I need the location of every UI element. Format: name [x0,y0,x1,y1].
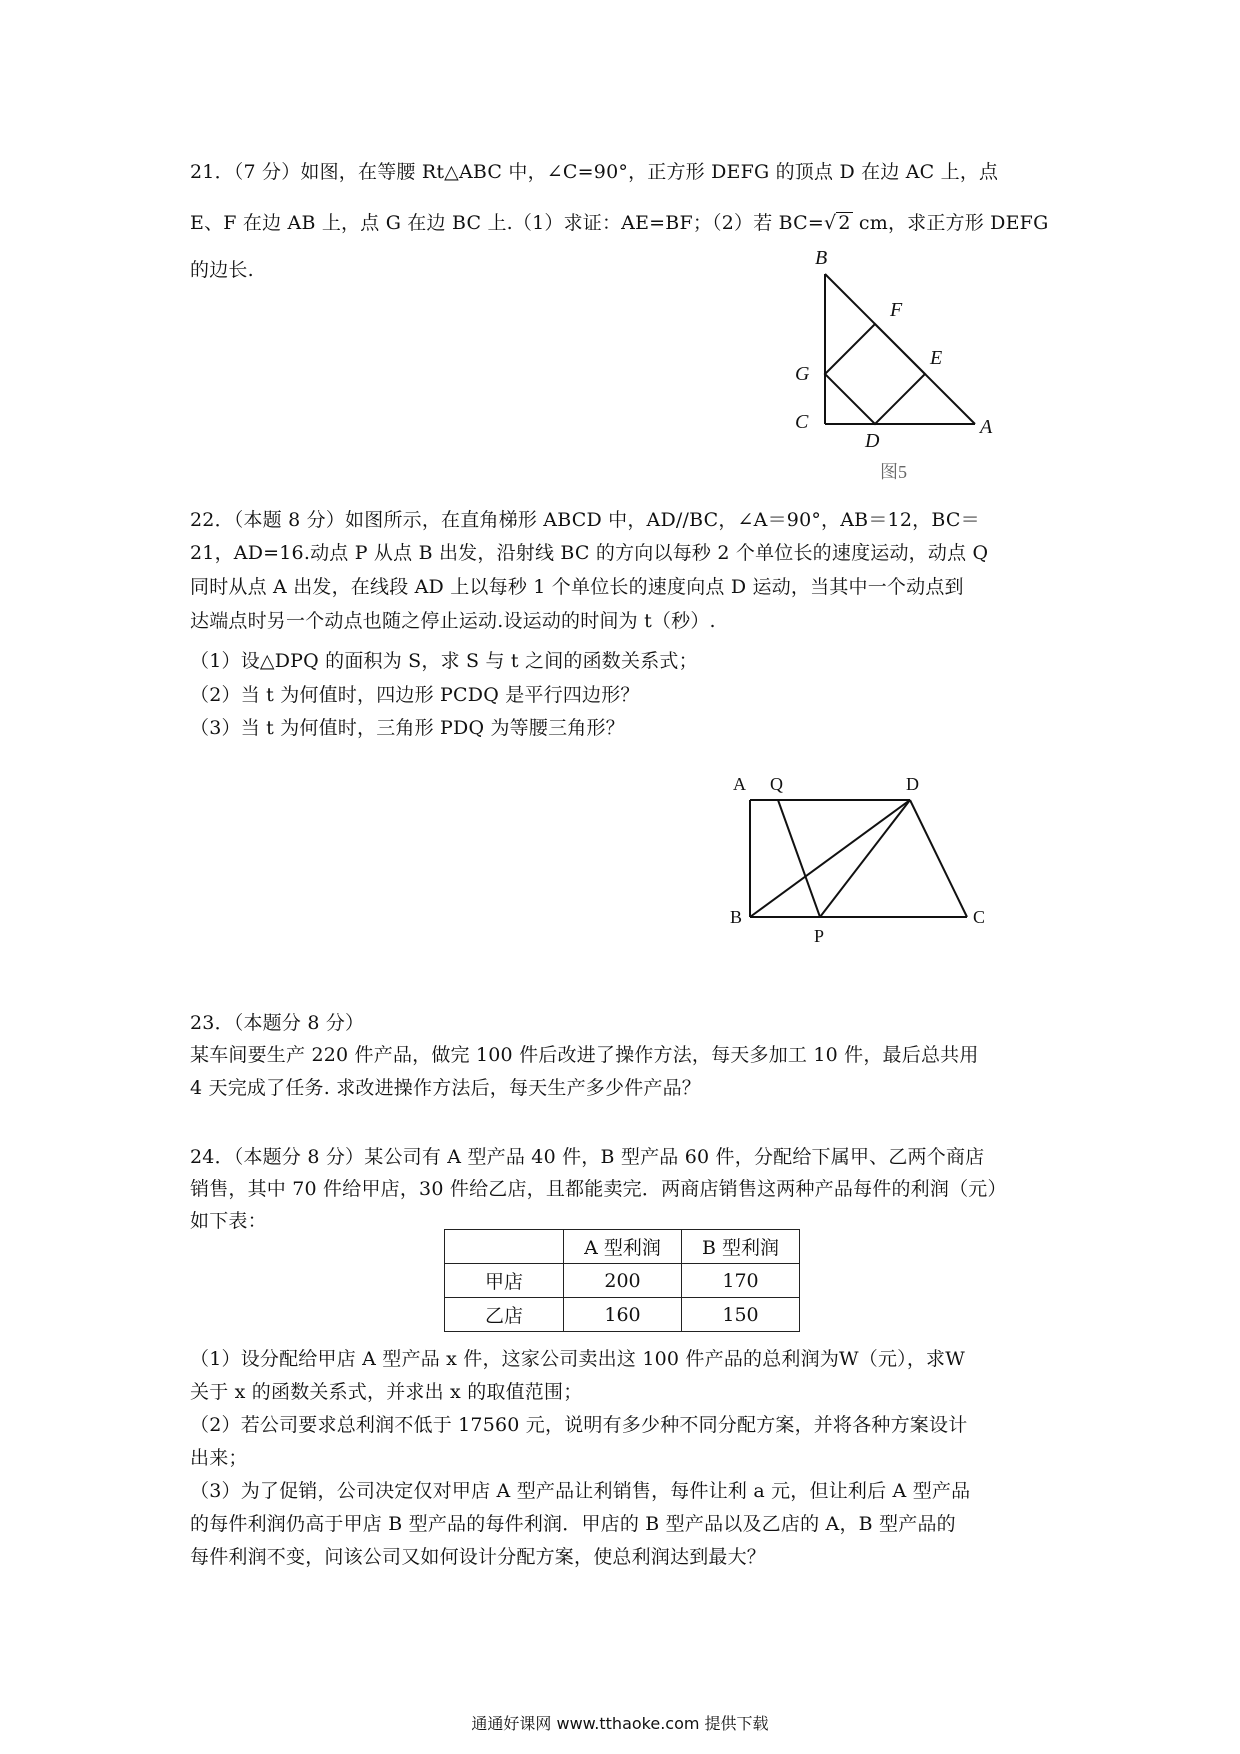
q24-part-2a: （2）若公司要求总利润不低于 17560 元，说明有多少种不同分配方案，并将各种方案设计 [190,1414,968,1436]
q23-line-3: 4 天完成了任务. 求改进操作方法后，每天生产多少件产品？ [190,1077,702,1099]
square-defg [825,324,925,424]
segment-pd [820,800,910,917]
figure-5-svg [780,240,1020,490]
label-d: D [865,430,880,452]
sqrt-radicand: 2 [838,212,851,234]
table-cell: 200 [564,1264,682,1298]
label-c: C [973,907,986,927]
table-cell: 160 [564,1298,682,1332]
q22-line-1: 22．（本题 8 分）如图所示，在直角梯形 ABCD 中，AD//BC，∠A＝90°，AB＝12，BC＝ [190,509,980,531]
segment-bd [750,800,910,917]
table-cell: 150 [682,1298,800,1332]
q22-sub-3: （3）当 t 为何值时，三角形 PDQ 为等腰三角形？ [190,717,625,739]
label-b: B [730,907,743,927]
figure-5 [780,240,1020,494]
table-header-cell: B 型利润 [682,1230,800,1264]
q24-part-3c: 每件利润不变，问该公司又如何设计分配方案，使总利润达到最大？ [190,1546,767,1568]
q22-line-3: 同时从点 A 出发，在线段 AD 上以每秒 1 个单位长的速度向点 D 运动，当其中一个动点到 [190,576,964,598]
figure-caption: 图5 [880,462,907,482]
q24-part-2b: 出来； [190,1447,248,1469]
q21-line-3: 的边长. [190,259,254,281]
q24-line-2: 销售，其中 70 件给甲店，30 件给乙店，且都能卖完．两商店销售这两种产品每件的利润（元） [190,1178,1007,1200]
label-a: A [733,774,746,794]
label-a: A [980,416,993,438]
trapezoid-figure [720,760,1000,954]
trapezoid-svg [720,760,1000,950]
q23-line-2: 某车间要生产 220 件产品，做完 100 件后改进了操作方法，每天多加工 10 件，最后总共用 [190,1044,979,1066]
q22-line-2: 21，AD=16.动点 P 从点 B 出发，沿射线 BC 的方向以每秒 2 个单位长的速度运动，动点 Q [190,542,989,564]
table-header-cell: A 型利润 [564,1230,682,1264]
table-header-row [445,1230,800,1264]
q24-line-3: 如下表： [190,1210,267,1232]
table-row [445,1298,800,1332]
table-header-cell [445,1230,564,1264]
q24-part-3b: 的每件利润仍高于甲店 B 型产品的每件利润．甲店的 B 型产品以及乙店的 A，B 型产品的 [190,1513,956,1535]
sqrt-sign: √ [824,212,837,234]
segment-dc [910,800,967,917]
table-row [445,1264,800,1298]
q22-sub-2: （2）当 t 为何值时，四边形 PCDQ 是平行四边形？ [190,684,640,706]
label-d: D [906,774,919,794]
label-e: E [930,347,943,369]
q21-line-2 [190,208,1060,235]
table-cell: 甲店 [445,1264,564,1298]
q24-part-1b: 关于 x 的函数关系式，并求出 x 的取值范围； [190,1381,583,1403]
table-cell: 170 [682,1264,800,1298]
q24-part-1a: （1）设分配给甲店 A 型产品 x 件，这家公司卖出这 100 件产品的总利润为W（元），求W [190,1348,965,1370]
q22-line-4: 达端点时另一个动点也随之停止运动.设运动的时间为 t（秒）. [190,610,716,632]
label-g: G [795,363,810,385]
table-cell: 乙店 [445,1298,564,1332]
q24-part-3a: （3）为了促销，公司决定仅对甲店 A 型产品让利销售，每件让利 a 元，但让利后 A 型产品 [190,1480,971,1502]
label-p: P [814,926,825,946]
q24-line-1: 24．（本题分 8 分）某公司有 A 型产品 40 件，B 型产品 60 件，分配给下属甲、乙两个商店 [190,1146,985,1168]
label-q: Q [770,774,783,794]
q23-line-1: 23．（本题分 8 分） [190,1012,365,1034]
q21-line-2b: cm，求正方形 DEFG [852,212,1049,234]
profit-table [444,1229,800,1332]
label-c: C [795,411,809,433]
label-b: B [815,247,828,269]
q21-line-1: 21．（7 分）如图，在等腰 Rt△ABC 中，∠C=90°，正方形 DEFG 的顶点 D 在边 AC 上，点 [190,161,999,183]
segment-qp [778,800,820,917]
label-f: F [890,299,903,321]
page-footer: 通通好课网 www.tthaoke.com 提供下载 [471,1714,769,1733]
q21-line-2a: E、F 在边 AB 上，点 G 在边 BC 上.（1）求证：AE=BF；（2）若 BC= [190,212,825,234]
q22-sub-1: （1）设△DPQ 的面积为 S，求 S 与 t 之间的函数关系式； [190,650,698,672]
